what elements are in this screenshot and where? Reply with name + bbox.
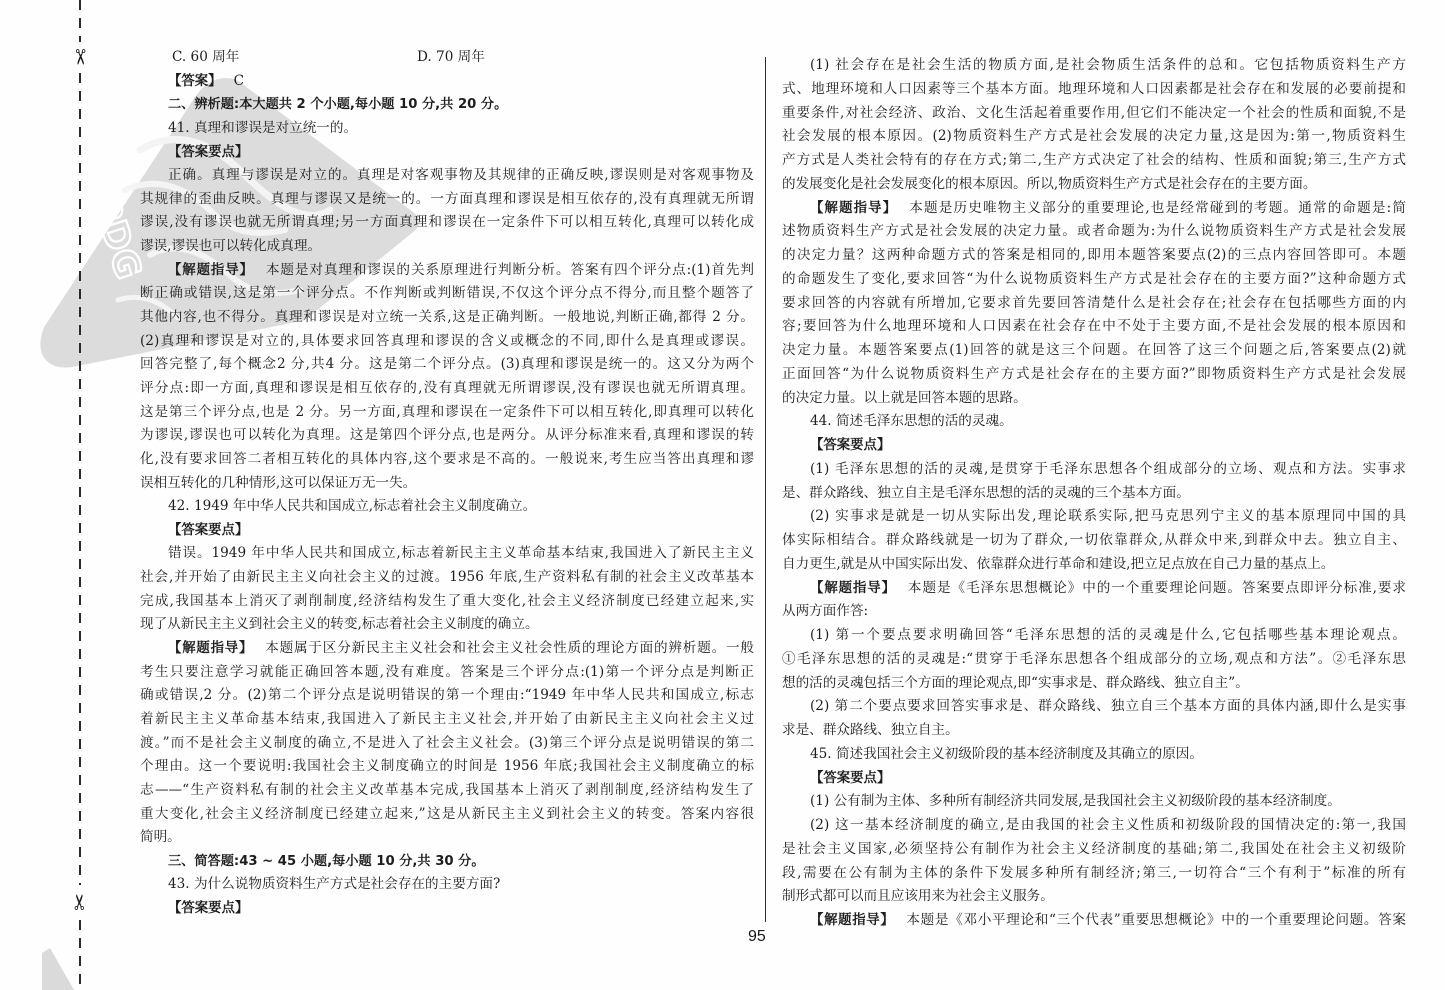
- answer-points-label: 【答案要点】: [810, 438, 891, 453]
- answer-line: [140, 70, 754, 94]
- text-line: 的决定力量？这两种命题方式的答案是相同的,即用本题答案要点(2)的三点内容回答即可。本题: [782, 247, 1406, 263]
- text-line: 正面回答“为什么说物质资料生产方式是社会存在的主要方面?”即物质资料生产方式是社会发展: [782, 365, 1406, 382]
- solution-guide-label: 【解题指导】: [168, 262, 254, 278]
- question-43: 43. 为什么说物质资料生产方式是社会存在的主要方面?: [168, 876, 501, 893]
- scissors-icon: ✂: [68, 893, 92, 911]
- text-line: 体实际相结合。群众路线就是一切为了群众,一切依靠群众,从群众中来,到群众中去。独立自主、: [782, 532, 1406, 548]
- solution-guide-line: [140, 259, 754, 283]
- text-line: 正确。真理与谬误是对立的。真理是对客观事物及其规律的正确反映,谬误则是对客观事物及: [168, 167, 754, 184]
- answer-points-label: 【答案要点】: [168, 522, 249, 538]
- text-line: 评分点:即一方面,真理和谬误是相互依存的,没有真理就无所谓谬误,没有谬误也就无所谓真理。: [140, 379, 754, 396]
- right-column: [782, 54, 1406, 933]
- text-line: (1) 毛泽东思想的活的灵魂,是贯穿于毛泽东思想各个组成部分的立场、观点和方法。实事求: [810, 460, 1406, 477]
- text-line: 制形式都可以而且应该用来为社会主义服务。: [782, 888, 1054, 905]
- text-line: 其他内容,也不得分。真理和谬误是对立统一关系,这是正确判断。一般地说,判断正确,都得 2 分。: [140, 309, 754, 326]
- solution-guide-label: 【解题指导】: [810, 580, 896, 596]
- section-heading: 三、简答题:43 ~ 45 小题,每小题 10 分,共 30 分。: [168, 853, 485, 869]
- text-line: (2) 实事求是就是一切从实际出发,理论联系实际,把马克思列宁主义的基本原理同中国的具: [810, 508, 1406, 525]
- text-line: (2) 这一基本经济制度的确立,是由我国的社会主义性质和初级阶段的国情决定的:第一,我国: [810, 817, 1406, 833]
- text-line: 重大变化,社会主义经济制度已经建立起来,”这是从新民主主义到社会主义的转变。答案内容很: [140, 805, 754, 822]
- text-line: 为谬误,谬误也可以转化为真理。这是第四个评分点,也是两分。从评分标准来看,真理和谬误的转: [140, 427, 754, 444]
- line-text: 本题是《毛泽东思想概论》中的一个重要理论问题。答案要点即评分标准,要求: [907, 579, 1406, 596]
- text-line: 求是、群众路线、独立自主。: [782, 722, 959, 738]
- watermark-text: PDG: [83, 190, 149, 285]
- text-line: 社会,并开始了由新民主主义向社会主义的过渡。1956 年底,生产资料私有制的社会主义改革基本: [140, 569, 754, 586]
- watermark-fragment: [42, 948, 74, 990]
- text-line: 完成,我国基本上消灭了剥削制度,经济结构发生了重大变化,社会主义经济制度已经建立起来,实: [140, 592, 754, 609]
- text-line: 的发展变化是社会发展变化的根本原因。所以,物质资料生产方式是社会存在的主要方面。: [782, 175, 1317, 192]
- text-line: 从两方面作答:: [782, 603, 869, 620]
- answer-points-line: [782, 767, 1406, 791]
- text-line: 要求回答的内容就有所增加,它要求首先要回答清楚什么是社会存在;社会存在包括哪些方面的内: [782, 294, 1406, 311]
- answer-value: C: [233, 72, 244, 89]
- text-line: 谬误,谬误也可以转化成真理。: [140, 238, 322, 255]
- text-line: 志——“生产资料私有制的社会主义改革基本完成,我国基本上消灭了剥削制度,经济结构发生了: [140, 781, 754, 798]
- text-line: (2)真理和谬误是对立的,具体要求回答真理和谬误的含义或概念的不同,即什么是真理或谬误。: [140, 332, 754, 349]
- text-line: 重要条件,对社会经济、政治、文化生活起着重要作用,但它们不能决定一个社会的性质和面貌,不是: [782, 104, 1406, 121]
- text-line: 式、地理环境和人口因素等三个基本方面。地理环境和人口因素都是社会存在和发展的必要前提和: [782, 80, 1406, 97]
- text-line: 化,没有要求回答二者相互转化的具体内容,这个要求是不高的。一般说来,考生应当答出真理和谬: [140, 450, 754, 467]
- text-line: 其规律的歪曲反映。真理与谬误又是统一的。一方面真理和谬误是相互依存的,没有真理就无所谓: [140, 190, 754, 207]
- solution-guide-line: [782, 577, 1406, 601]
- scissors-icon: ✂: [68, 48, 92, 66]
- text-line: (2) 第二个要点要求回答实事求是、群众路线、独立自三个基本方面的具体内涵,即什么是实事: [810, 698, 1406, 715]
- answer-points-label: 【答案要点】: [810, 770, 891, 786]
- text-line: 误相互转化的几种情形,这可以保证万无一失。: [140, 474, 417, 491]
- text-line: 渡。”而不是社会主义制度的确立,不是进入了社会主义社会。(3)第三个评分点是说明错误的第二: [140, 734, 754, 751]
- answer-points-line: [140, 897, 754, 921]
- text-line: 简明。: [140, 829, 181, 846]
- text-line: 考生只要注意学习就能正确回答本题,没有难度。答案是三个评分点:(1)第一个评分点是判断正: [140, 663, 754, 680]
- text-line: 的决定力量。以上就是回答本题的思路。: [782, 389, 1027, 406]
- text-line: 的命题发生了变化,要求回答“为什么说物质资料生产方式是社会存在的主要方面?”这种命题方式: [782, 270, 1406, 287]
- text-line: 谬误,没有谬误也就无所谓真理;另一方面真理和谬误在一定条件下可以相互转化,真理可以转化成: [140, 214, 754, 231]
- solution-guide-label: 【解题指导】: [168, 641, 254, 657]
- line-text: 本题是《邓小平理论和“三个代表”重要思想概论》中的一个重要理论问题。答案: [906, 912, 1407, 928]
- solution-guide-line: [782, 197, 1406, 221]
- text-line: 个理由。这一个要说明:我国社会主义制度确立的时间是 1956 年底;我国社会主义制度确立的标: [140, 758, 754, 775]
- cut-line: [79, 920, 81, 990]
- section-heading: 二、辨析题:本大题共 2 个小题,每小题 10 分,共 20 分。: [168, 97, 508, 113]
- text-line: 回答完整了,每个概念2 分,共4 分。这是第二个评分点。(3)真理和谬误是统一的。这又分为两个: [140, 356, 754, 373]
- text-line: 产方式是人类社会特有的存在方式;第二,生产方式决定了社会的结构、性质和面貌;第三,生产方式: [782, 152, 1406, 168]
- text-line: 错误。1949 年中华人民共和国成立,标志着新民主主义革命基本结束,我国进入了新民主主义: [168, 545, 754, 562]
- cut-line: [79, 73, 81, 885]
- question-44: 44. 简述毛泽东思想的活的灵魂。: [810, 413, 1013, 430]
- answer-points-line: [782, 434, 1406, 458]
- question-41: 41. 真理和谬误是对立统一的。: [168, 119, 358, 136]
- solution-guide-line: [140, 637, 754, 661]
- answer-points-line: [140, 519, 754, 543]
- text-line: 想的活的灵魂包括三个方面的理论观点,即“实事求是、群众路线、独立自主”。: [782, 674, 1249, 691]
- solution-guide-line: [782, 909, 1406, 933]
- column-divider: [765, 57, 766, 922]
- text-line: 是、群众路线、独立自主是毛泽东思想的活的灵魂的三个基本方面。: [782, 484, 1190, 501]
- text-line: 这是第三个评分点,也是 2 分。另一方面,真理和谬误在一定条件下可以相互转化,即真理可以转化: [140, 403, 754, 420]
- answer-points-label: 【答案要点】: [168, 901, 249, 917]
- cut-line: [79, 0, 81, 42]
- text-line: 容;要回答为什么地理环境和人口因素在社会存在中不处于主要方面,不是社会发展的根本原因和: [782, 318, 1406, 335]
- line-text: 本题是对真理和谬误的关系原理进行判断分析。答案有四个评分点:(1)首先判: [265, 261, 754, 278]
- line-text: 本题属于区分新民主主义社会和社会主义社会性质的理论方面的辨析题。一般: [265, 640, 754, 657]
- option-d: D. 70 周年: [417, 49, 485, 65]
- text-line: 决定力量。本题答案要点(1)回答的就是这三个问题。在回答了这三个问题之后,答案要点(2)就: [782, 342, 1406, 358]
- text-line: 段,需要在公有制为主体的条件下发展多种所有制经济;第三,一切符合“三个有利于”标准的所有: [782, 864, 1406, 881]
- answer-options: [140, 46, 754, 70]
- text-line: (1) 第一个要点要求明确回答“毛泽东思想的活的灵魂是什么,它包括哪些基本理论观点。: [810, 627, 1406, 643]
- text-line: (1) 社会存在是社会生活的物质方面,是社会物质生活条件的总和。它包括物质资料生产方: [810, 57, 1406, 73]
- text-line: 确或错误,2 分。(2)第二个评分点是说明错误的第一个理由:“1949 年中华人民共和国成立,标志: [140, 687, 754, 704]
- text-line: ①毛泽东思想的活的灵魂是:“贯穿于毛泽东思想各个组成部分的立场,观点和方法”。②毛泽东思: [782, 650, 1406, 667]
- left-column: [140, 46, 754, 921]
- text-line: (1) 公有制为主体、多种所有制经济共同发展,是我国社会主义初级阶段的基本经济制度。: [810, 793, 1341, 810]
- text-line: 述物质资料生产方式是社会发展的决定力量。或者命题为:为什么说物质资料生产方式是社会发展: [782, 223, 1406, 240]
- option-c: C. 60 周年: [172, 49, 240, 65]
- solution-guide-label: 【解题指导】: [810, 913, 895, 928]
- page-number: 95: [748, 928, 766, 945]
- solution-guide-label: 【解题指导】: [810, 200, 898, 216]
- question-42: 42. 1949 年中华人民共和国成立,标志着社会主义制度确立。: [168, 498, 537, 515]
- answer-label: 【答案】: [168, 73, 222, 89]
- answer-points-label: 【答案要点】: [168, 144, 249, 160]
- text-line: 着新民主主义革命基本结束,我国进入了新民主主义社会,并开始了由新民主主义向社会主义过: [140, 710, 754, 727]
- answer-points-line: [140, 141, 754, 165]
- text-line: 是社会主义国家,必须坚持公有制作为社会主义经济制度的基础;第二,我国处在社会主义初级阶: [782, 840, 1406, 857]
- text-line: 自力更生,就是从中国实际出发、依靠群众进行革命和建设,把立足点放在自己力量的基点上。: [782, 555, 1335, 572]
- text-line: 社会发展的根本原因。(2)物质资料生产方式是社会发展的决定力量,这是因为:第一,物质资料生: [782, 128, 1406, 145]
- text-line: 断正确或错误,这是第一个评分点。不作判断或判断错误,不仅这个评分点不得分,而且整个题答了: [140, 285, 754, 302]
- question-45: 45. 简述我国社会主义初级阶段的基本经济制度及其确立的原因。: [810, 745, 1203, 762]
- text-line: 现了从新民主主义到社会主义的转变,标志着社会主义制度的确立。: [140, 616, 539, 633]
- line-text: 本题是历史唯物主义部分的重要理论,也是经常碰到的考题。通常的命题是:简: [909, 199, 1407, 216]
